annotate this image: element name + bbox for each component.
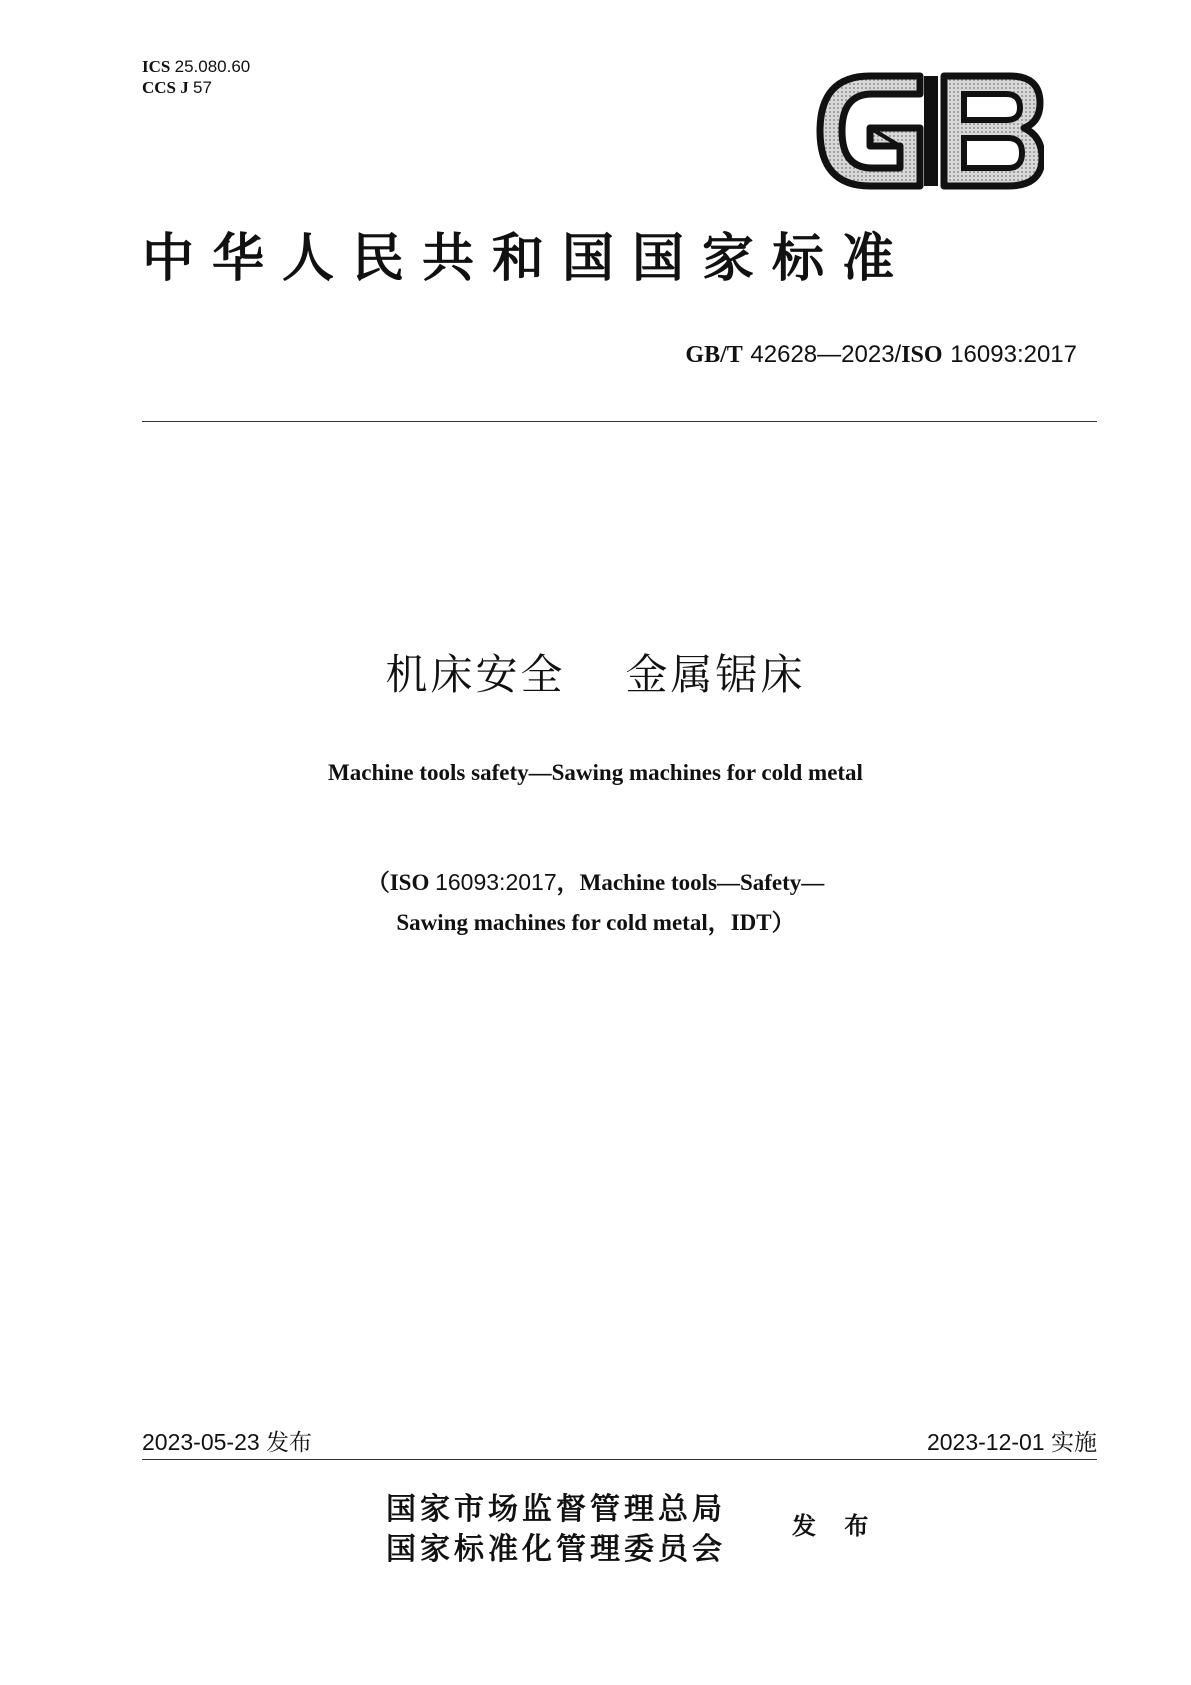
iso-prefix: ISO [901,342,943,368]
ccs-line [142,77,250,98]
national-standard-title: 中华人民共和国国家标准 [142,229,913,289]
ccs-label: CCS [142,78,177,97]
issuer-1: 国家市场监督管理总局 [386,1492,726,1527]
ics-line [142,56,250,77]
publish-label: 发布 [266,1430,313,1456]
standard-prefix: GB/T [685,342,743,368]
ccs-number: 57 [193,78,212,97]
title-part-2: 金属锯床 [625,650,806,699]
footer-divider [142,1459,1097,1460]
document-title-chinese [0,642,1191,702]
publish-date: 2023-05-23 [142,1429,260,1455]
adoption-statement [0,862,1191,943]
iso-number: 16093:2017 [950,341,1077,368]
adoption-line-1 [0,862,1191,903]
issue-label: 发 布 [792,1511,879,1540]
implement-label: 实施 [1051,1430,1097,1456]
adoption-line-1-rest: ，Machine tools—Safety— [556,870,825,895]
adoption-line-2: Sawing machines for cold metal，IDT） [396,910,795,935]
classification-codes [142,56,250,98]
title-part-1: 机床安全 [385,650,566,699]
header-divider [142,421,1097,422]
adoption-iso-prefix: ISO [389,870,430,895]
ics-label: ICS [142,57,171,76]
ccs-letter: J [180,78,189,97]
standard-number [685,340,1077,369]
ics-code: 25.080.60 [174,57,251,76]
document-title-english: Machine tools safety—Sawing machines for cold metal [328,760,863,785]
adoption-open: （ [366,870,390,895]
gb-logo [812,70,1044,192]
implement-date: 2023-12-01 [926,1429,1045,1455]
issuing-authorities [386,1490,726,1570]
adoption-iso-number: 16093:2017 [435,869,557,895]
implement-date-block [927,1424,1097,1457]
issuer-2: 国家标准化管理委员会 [386,1532,726,1567]
standard-number-value: 42628—2023/ [750,341,902,368]
publish-date-block [142,1424,312,1457]
